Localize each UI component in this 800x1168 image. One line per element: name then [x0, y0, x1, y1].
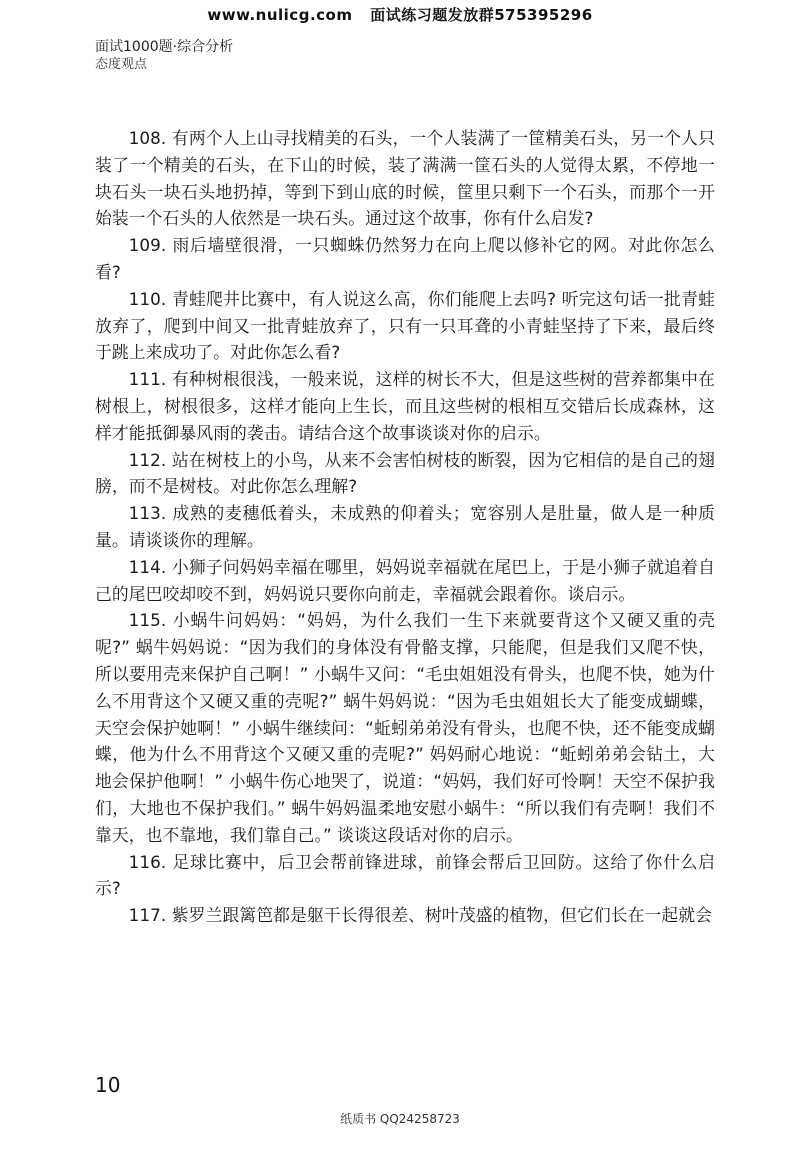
- question-108: [95, 125, 715, 232]
- question-number: 112.: [128, 449, 167, 470]
- question-text: 成熟的麦穗低着头，未成熟的仰着头；宽容别人是肚量，做人是一种质量。请谈谈你的理解。: [95, 503, 715, 550]
- question-text: 有种树根很浅，一般来说，这样的树长不大，但是这些树的营养都集中在树根上，树根很多，这样才能向上生长，而且这些树的根相互交错后长成森林，这样才能抵御暴风雨的袭击。请结合这个故事谈谈对你的启示。: [95, 369, 715, 443]
- question-113: [95, 500, 715, 554]
- question-number: 109.: [128, 235, 167, 256]
- question-number: 113.: [128, 503, 167, 524]
- question-number: 114.: [128, 556, 167, 577]
- section-title: 态度观点: [95, 57, 148, 72]
- question-number: 110.: [128, 288, 167, 309]
- question-117: [95, 902, 715, 929]
- question-115: [95, 607, 715, 848]
- question-list: [95, 125, 715, 929]
- page-number: 10: [95, 1073, 121, 1097]
- question-number: 108.: [128, 128, 167, 148]
- banner-group: 面试练习题发放群575395296: [370, 6, 593, 24]
- question-text: 雨后墙壁很滑，一只蜘蛛仍然努力在向上爬以修补它的网。对此你怎么看?: [95, 235, 715, 282]
- top-banner: [0, 4, 800, 25]
- question-109: [95, 232, 715, 286]
- question-number: 115.: [128, 610, 167, 631]
- question-text: 紫罗兰跟篱笆都是躯干长得很差、树叶茂盛的植物，但它们长在一起就会: [171, 905, 712, 926]
- question-text: 有两个人上山寻找精美的石头，一个人装满了一筐精美石头，另一个人只装了一个精美的石头，在下山的时候，装了满满一筐石头的人觉得太累，不停地一块石头一块石头地扔掉，等到下到山底的时候，筐里只剩下一个石头，而那个一开始装一个石头的人依然是一块石头。通过这个故事，你有什么启发?: [95, 128, 715, 229]
- question-111: [95, 366, 715, 446]
- question-114: [95, 554, 715, 608]
- footer-note: 纸质书 QQ24258723: [340, 1112, 460, 1126]
- banner-site[interactable]: www.nulicg.com: [207, 6, 353, 24]
- question-number: 116.: [128, 851, 167, 872]
- question-text: 站在树枝上的小鸟，从来不会害怕树枝的断裂，因为它相信的是自己的翅膀，而不是树枝。对此你怎么理解?: [95, 449, 715, 497]
- question-text: 小蜗牛问妈妈：“妈妈，为什么我们一生下来就要背这个又硬又重的壳呢?” 蜗牛妈妈说：“因为我们的身体没有骨骼支撑，只能爬，但是我们又爬不快，所以要用壳来保护自己啊！” 小蜗牛又问：“毛虫姐姐没有骨头，也爬不快，她为什么不用背这个又硬又重的壳呢?” 蜗牛妈妈说：“因为毛虫姐姐长大了能变成蝴蝶，天空会保护她啊！” 小蜗牛继续问：“蚯蚓弟弟没有骨头，也爬不快，还不能变成蝴蝶，他为什么不用背这个又硬又重的壳呢?” 妈妈耐心地说：“蚯蚓弟弟会钻土，大地会保护他啊！” 小蜗牛伤心地哭了，说道：“妈妈，我们好可怜啊！天空不保护我们，大地也不保护我们。” 蜗牛妈妈温柔地安慰小蜗牛：“所以我们有壳啊！我们不靠天，也不靠地，我们靠自己。” 谈谈这段话对你的启示。: [95, 610, 716, 845]
- question-number: 111.: [128, 369, 167, 390]
- question-text: 青蛙爬井比赛中，有人说这么高，你们能爬上去吗? 听完这句话一批青蛙放弃了，爬到中间又一批青蛙放弃了，只有一只耳聋的小青蛙坚持了下来，最后终于跳上来成功了。对此你怎么看?: [95, 288, 715, 363]
- book-header: [95, 38, 715, 74]
- question-text: 足球比赛中，后卫会帮前锋进球，前锋会帮后卫回防。这给了你什么启示?: [95, 851, 715, 899]
- question-116: [95, 849, 715, 903]
- book-title: 面试1000题·综合分析: [95, 39, 234, 55]
- question-110: [95, 286, 715, 366]
- question-text: 小狮子问妈妈幸福在哪里，妈妈说幸福就在尾巴上，于是小狮子就追着自己的尾巴咬却咬不到，妈妈说只要你向前走，幸福就会跟着你。谈启示。: [95, 556, 715, 604]
- question-number: 117.: [128, 905, 167, 926]
- question-112: [95, 447, 715, 501]
